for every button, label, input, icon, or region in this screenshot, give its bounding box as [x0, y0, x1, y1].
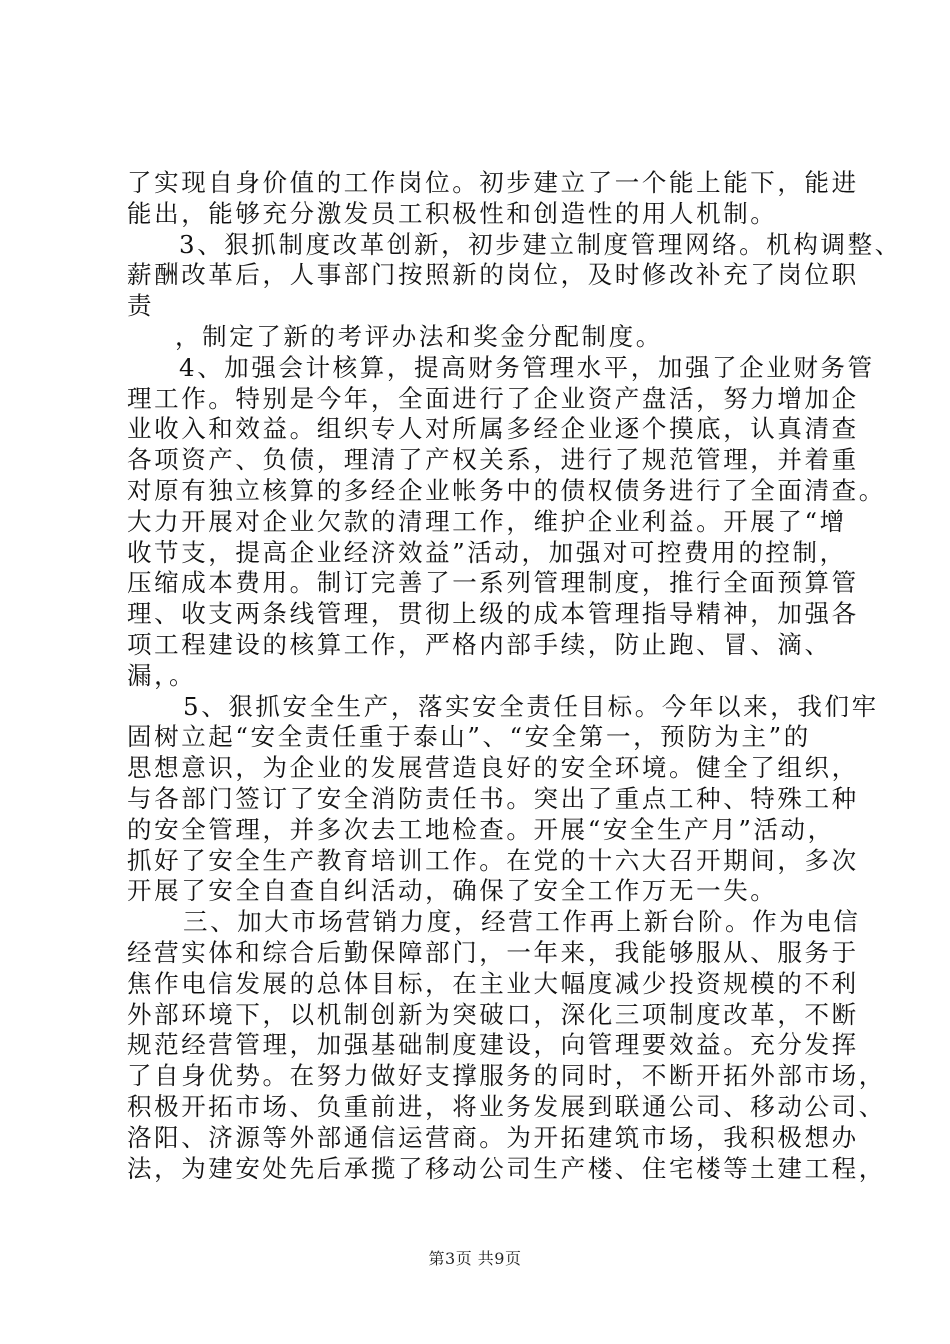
paragraph-start-line: 5、狠抓安全生产，落实安全责任目标。今年以来，我们牢	[183, 691, 879, 721]
text-line: 收节支，提高企业经济效益”活动，加强对可控费用的控制，	[127, 537, 847, 567]
text-line: 大力开展对企业欠款的清理工作，维护企业利益。开展了“增	[127, 506, 847, 536]
text-line: 思想意识，为企业的发展营造良好的安全环境。健全了组织，	[127, 753, 859, 783]
text-line: 了实现自身价值的工作岗位。初步建立了一个能上能下，能进	[127, 168, 859, 197]
text-line: 洛阳、济源等外部通信运营商。为开拓建筑市场，我积极想办	[127, 1122, 859, 1152]
text-line: 固树立起“安全责任重于泰山”、“安全第一，预防为主”的	[127, 722, 811, 752]
text-line: 责	[127, 291, 155, 321]
text-line: 项工程建设的核算工作，严格内部手续，防止跑、冒、滴、	[127, 629, 832, 659]
text-line: 了自身优势。在努力做好支撑服务的同时，不断开拓外部市场，	[127, 1061, 886, 1091]
text-line: 压缩成本费用。制订完善了一系列管理制度，推行全面预算管	[127, 568, 859, 598]
page-number-footer: 第3页 共9页	[428, 1249, 522, 1268]
text-line: 外部环境下，以机制创新为突破口，深化三项制度改革，不断	[127, 999, 859, 1029]
document-body	[127, 168, 902, 1184]
text-line: 规范经营管理，加强基础制度建设，向管理要效益。充分发挥	[127, 1030, 859, 1060]
text-line: 积极开拓市场、负重前进，将业务发展到联通公司、移动公司、	[127, 1091, 886, 1121]
text-line: 焦作电信发展的总体目标，在主业大幅度减少投资规模的不利	[127, 968, 859, 998]
text-line: 的安全管理，并多次去工地检查。开展“安全生产月”活动，	[127, 814, 835, 844]
paragraph-start-line: 3、狠抓制度改革创新，初步建立制度管理网络。机构调整、	[179, 229, 902, 259]
section-heading-line: 三、加大市场营销力度，经营工作再上新台阶。作为电信	[183, 907, 861, 937]
paragraph-start-line: 4、加强会计核算，提高财务管理水平，加强了企业财务管	[179, 352, 875, 382]
text-line: 理、收支两条线管理，贯彻上级的成本管理指导精神，加强各	[127, 599, 859, 629]
text-line: 漏，。	[127, 660, 197, 690]
text-line: 经营实体和综合后勤保障部门，一年来，我能够服从、服务于	[127, 937, 859, 967]
text-line: 各项资产、负债，理清了产权关系，进行了规范管理，并着重	[127, 445, 859, 475]
text-line: 业收入和效益。组织专人对所属多经企业逐个摸底，认真清查	[127, 414, 859, 444]
text-line: 薪酬改革后，人事部门按照新的岗位，及时修改补充了岗位职	[127, 260, 859, 290]
text-line: ，制定了新的考评办法和奖金分配制度。	[175, 321, 663, 351]
text-line: 对原有独立核算的多经企业帐务中的债权债务进行了全面清查。	[127, 475, 886, 505]
text-line: 能出，能够充分激发员工积极性和创造性的用人机制。	[127, 198, 778, 228]
text-line: 与各部门签订了安全消防责任书。突出了重点工种、特殊工种	[127, 783, 859, 813]
text-line: 法，为建安处先后承揽了移动公司生产楼、住宅楼等土建工程，	[127, 1153, 886, 1183]
text-line: 抓好了安全生产教育培训工作。在党的十六大召开期间，多次	[127, 845, 859, 875]
text-line: 理工作。特别是今年，全面进行了企业资产盘活，努力增加企	[127, 383, 859, 413]
text-line: 开展了安全自查自纠活动，确保了安全工作万无一失。	[127, 876, 778, 906]
